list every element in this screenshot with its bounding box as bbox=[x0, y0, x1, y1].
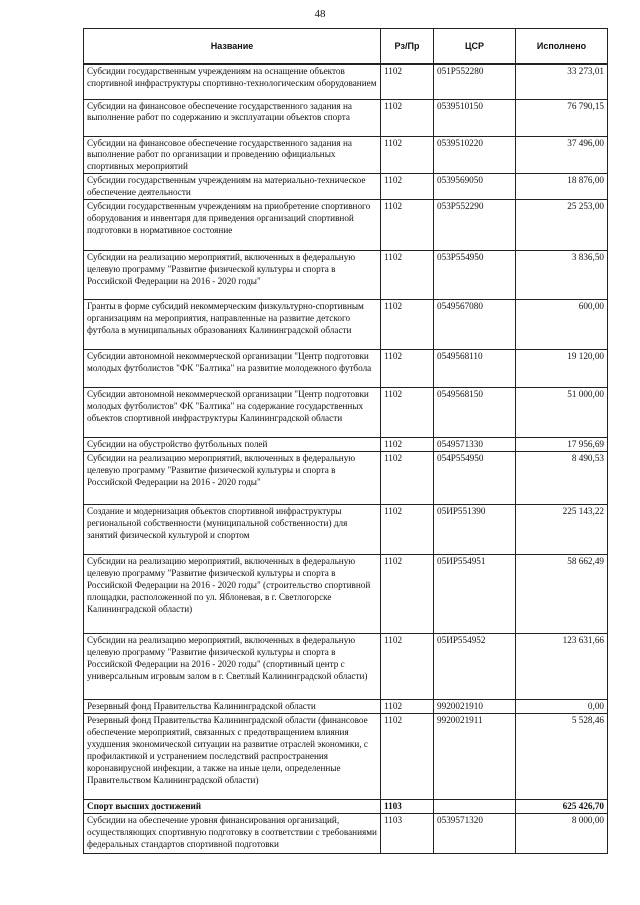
table-row bbox=[84, 452, 608, 505]
expenditure-table bbox=[83, 28, 608, 854]
table-row-subtotal bbox=[84, 800, 608, 814]
cell-csr: 0539510150 bbox=[434, 99, 516, 136]
header-csr: ЦСР bbox=[434, 29, 516, 65]
header-sum: Исполнено bbox=[516, 29, 608, 65]
cell-sum: 3 836,50 bbox=[516, 251, 608, 300]
cell-rz: 1102 bbox=[381, 505, 434, 555]
cell-sum: 18 876,00 bbox=[516, 174, 608, 200]
cell-name: Субсидии государственным учреждениям на оснащение объектов спортивной инфраструктуры спортивно-технологическим оборудованием bbox=[84, 64, 381, 99]
header-rz: Рз/Пр bbox=[381, 29, 434, 65]
cell-csr: 05ИР551390 bbox=[434, 505, 516, 555]
cell-name: Резервный фонд Правительства Калининградской области bbox=[84, 700, 381, 714]
cell-sum: 123 631,66 bbox=[516, 634, 608, 700]
cell-csr bbox=[434, 800, 516, 814]
cell-rz: 1102 bbox=[381, 300, 434, 350]
cell-csr: 0549571330 bbox=[434, 438, 516, 452]
cell-name: Субсидии на реализацию мероприятий, включенных в федеральную целевую программу "Развитие физической культуры и спорта в Российской Федерации на 2016 - 2020 годы" (спортивный центр с универсальным игровым залом в г. Светлый Калининградской области) bbox=[84, 634, 381, 700]
cell-sum: 225 143,22 bbox=[516, 505, 608, 555]
cell-csr: 0549568110 bbox=[434, 350, 516, 388]
table-row bbox=[84, 438, 608, 452]
cell-rz: 1102 bbox=[381, 251, 434, 300]
cell-csr: 9920021911 bbox=[434, 714, 516, 800]
cell-rz: 1103 bbox=[381, 814, 434, 854]
cell-name: Субсидии на финансовое обеспечение государственного задания на выполнение работ по организации и проведению официальных спортивных мероприятий bbox=[84, 136, 381, 174]
table-row bbox=[84, 64, 608, 99]
cell-csr: 05ИР554951 bbox=[434, 555, 516, 634]
table-row bbox=[84, 388, 608, 438]
header-name: Название bbox=[84, 29, 381, 65]
cell-name: Гранты в форме субсидий некоммерческим физкультурно-спортивным организациям на мероприятия, направленные на развитие детского футбола в муниципальных образованиях Калининградской области bbox=[84, 300, 381, 350]
cell-name: Субсидии на обустройство футбольных полей bbox=[84, 438, 381, 452]
cell-csr: 0549567080 bbox=[434, 300, 516, 350]
cell-name: Резервный фонд Правительства Калининградской области (финансовое обеспечение мероприятий, связанных с предотвращением влияния ухудшения экономической ситуации на развитие отраслей экономики, с профилактикой и устранением последствий распространения коронавирусной инфекции, а также на иные цели, определенные Правительством Калининградской области) bbox=[84, 714, 381, 800]
cell-rz: 1102 bbox=[381, 136, 434, 174]
cell-rz: 1102 bbox=[381, 438, 434, 452]
cell-rz: 1102 bbox=[381, 99, 434, 136]
cell-sum: 17 956,69 bbox=[516, 438, 608, 452]
cell-rz: 1102 bbox=[381, 700, 434, 714]
cell-rz: 1102 bbox=[381, 174, 434, 200]
cell-name: Субсидии на обеспечение уровня финансирования организаций, осуществляющих спортивную подготовку в соответствии с требованиями федеральных стандартов спортивной подготовки bbox=[84, 814, 381, 854]
table-row bbox=[84, 251, 608, 300]
cell-csr: 053Р554950 bbox=[434, 251, 516, 300]
table-row bbox=[84, 300, 608, 350]
table-row bbox=[84, 200, 608, 251]
table-row bbox=[84, 350, 608, 388]
cell-rz: 1102 bbox=[381, 555, 434, 634]
cell-name: Субсидии на реализацию мероприятий, включенных в федеральную целевую программу "Развитие физической культуры и спорта в Российской Федерации на 2016 - 2020 годы" bbox=[84, 452, 381, 505]
cell-name: Субсидии на реализацию мероприятий, включенных в федеральную целевую программу "Развитие физической культуры и спорта в Российской Федерации на 2016 - 2020 годы" (строительство спортивной площадки, расположенной по ул. Яблоневая, в г. Светлогорске Калининградской области) bbox=[84, 555, 381, 634]
cell-sum: 19 120,00 bbox=[516, 350, 608, 388]
cell-name: Субсидии государственным учреждениям на материально-техническое обеспечение деятельности bbox=[84, 174, 381, 200]
cell-name: Субсидии государственным учреждениям на приобретение спортивного оборудования и инвентаря для приведения организаций спортивной подготовки в нормативное состояние bbox=[84, 200, 381, 251]
cell-name: Субсидии автономной некоммерческой организации "Центр подготовки молодых футболистов" ФК "Балтика" на содержание государственных объектов спортивной инфраструктуры Калининградской области bbox=[84, 388, 381, 438]
cell-csr: 0539510220 bbox=[434, 136, 516, 174]
cell-rz: 1102 bbox=[381, 452, 434, 505]
cell-sum: 25 253,00 bbox=[516, 200, 608, 251]
table-header bbox=[84, 29, 608, 65]
table-row bbox=[84, 505, 608, 555]
cell-sum: 600,00 bbox=[516, 300, 608, 350]
table-row bbox=[84, 814, 608, 854]
cell-sum: 8 490,53 bbox=[516, 452, 608, 505]
page-number: 48 bbox=[314, 8, 326, 20]
cell-name: Создание и модернизация объектов спортивной инфраструктуры региональной собственности (муниципальной собственности) для занятий физической культурой и спортом bbox=[84, 505, 381, 555]
cell-rz: 1103 bbox=[381, 800, 434, 814]
cell-name: Спорт высших достижений bbox=[84, 800, 381, 814]
cell-sum: 625 426,70 bbox=[516, 800, 608, 814]
cell-sum: 0,00 bbox=[516, 700, 608, 714]
cell-name: Субсидии автономной некоммерческой организации "Центр подготовки молодых футболистов "ФК "Балтика" на развитие молодежного футбола bbox=[84, 350, 381, 388]
cell-name: Субсидии на финансовое обеспечение государственного задания на выполнение работ по содержанию и эксплуатации объектов спорта bbox=[84, 99, 381, 136]
cell-csr: 053Р552290 bbox=[434, 200, 516, 251]
cell-rz: 1102 bbox=[381, 350, 434, 388]
cell-rz: 1102 bbox=[381, 64, 434, 99]
cell-sum: 37 496,00 bbox=[516, 136, 608, 174]
cell-csr: 0549568150 bbox=[434, 388, 516, 438]
cell-csr: 0539571320 bbox=[434, 814, 516, 854]
cell-csr: 051Р552280 bbox=[434, 64, 516, 99]
table-row bbox=[84, 555, 608, 634]
table-row bbox=[84, 136, 608, 174]
table-row bbox=[84, 634, 608, 700]
table-row bbox=[84, 99, 608, 136]
table-row bbox=[84, 714, 608, 800]
cell-sum: 58 662,49 bbox=[516, 555, 608, 634]
cell-sum: 33 273,01 bbox=[516, 64, 608, 99]
cell-sum: 8 000,00 bbox=[516, 814, 608, 854]
cell-csr: 0539569050 bbox=[434, 174, 516, 200]
cell-sum: 5 528,46 bbox=[516, 714, 608, 800]
cell-csr: 05ИР554952 bbox=[434, 634, 516, 700]
cell-sum: 51 000,00 bbox=[516, 388, 608, 438]
cell-csr: 054Р554950 bbox=[434, 452, 516, 505]
table-row bbox=[84, 174, 608, 200]
cell-name: Субсидии на реализацию мероприятий, включенных в федеральную целевую программу "Развитие физической культуры и спорта в Российской Федерации на 2016 - 2020 годы" bbox=[84, 251, 381, 300]
cell-csr: 9920021910 bbox=[434, 700, 516, 714]
cell-rz: 1102 bbox=[381, 634, 434, 700]
cell-rz: 1102 bbox=[381, 388, 434, 438]
cell-sum: 76 790,15 bbox=[516, 99, 608, 136]
cell-rz: 1102 bbox=[381, 714, 434, 800]
table-row bbox=[84, 700, 608, 714]
cell-rz: 1102 bbox=[381, 200, 434, 251]
